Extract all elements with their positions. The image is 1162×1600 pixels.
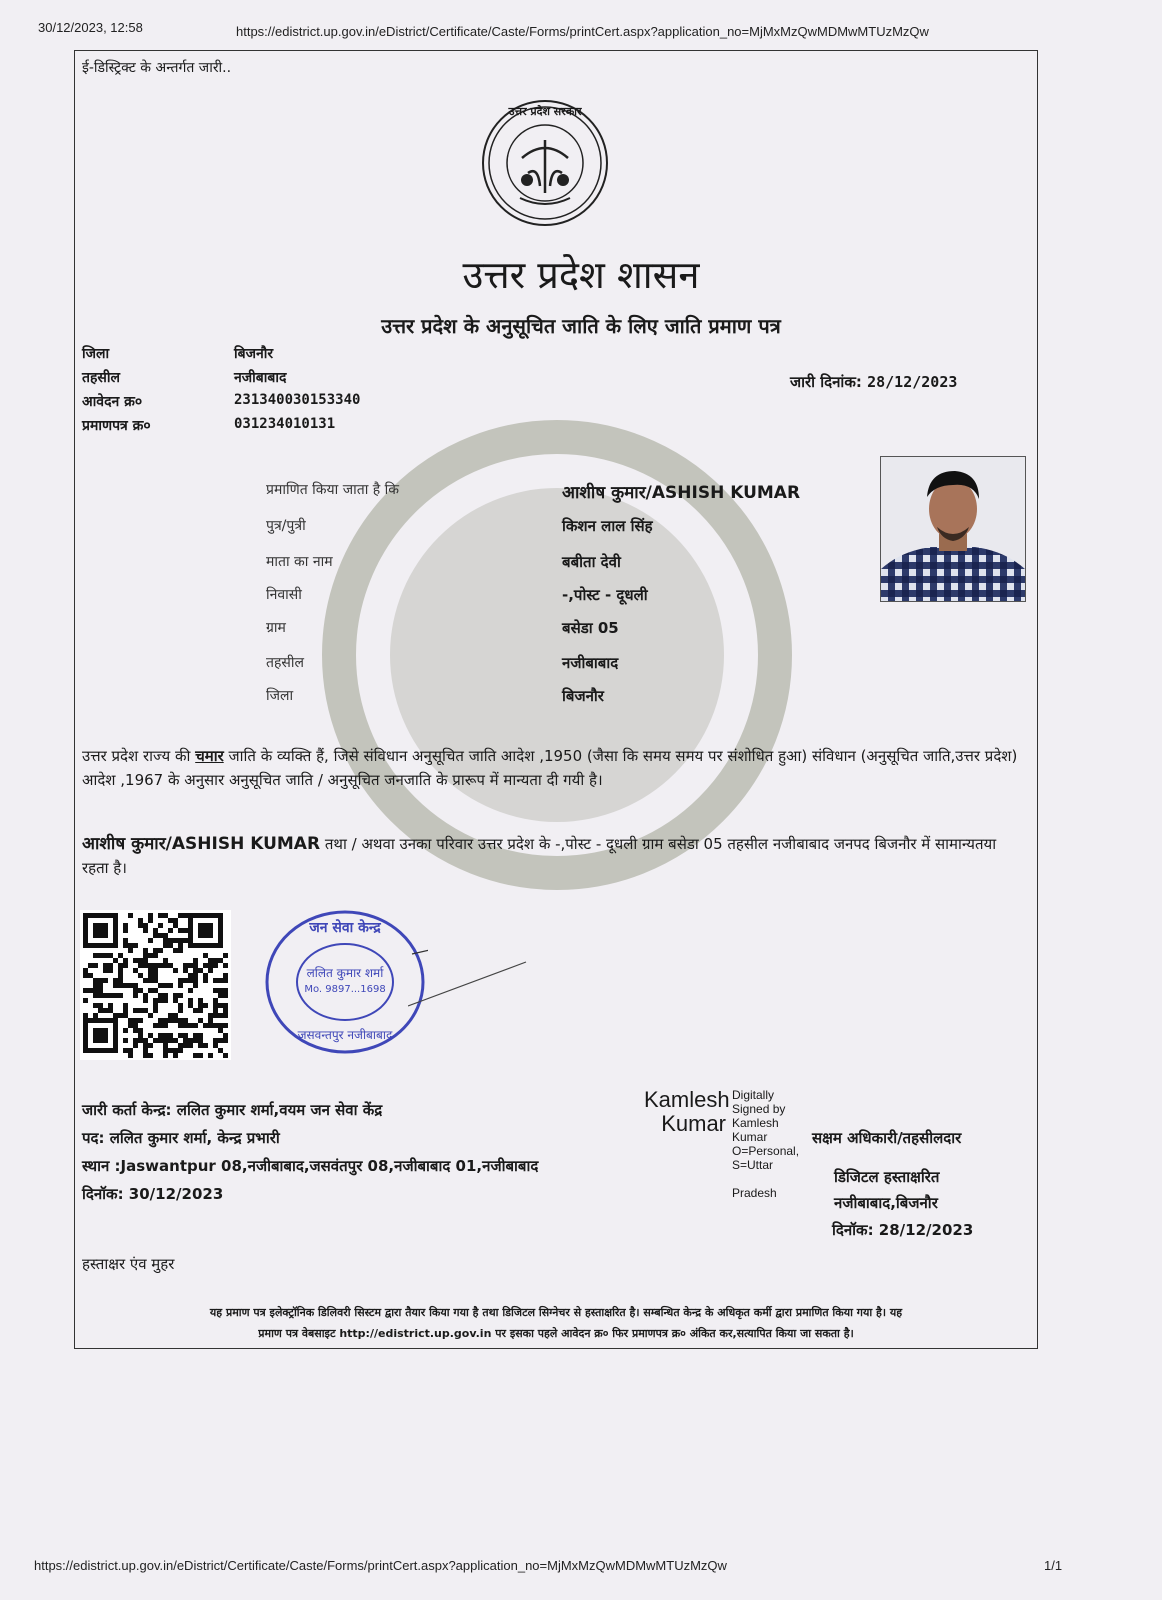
applicant-photo [880, 456, 1026, 602]
signature-stroke [408, 960, 528, 1010]
digital-signature-name: Kamlesh Kumar [644, 1087, 730, 1136]
issuer-date: दिनॉक: 30/12/2023 [82, 1185, 224, 1203]
meta-row: प्रमाणपत्र क्र० 031234010131 [82, 416, 336, 434]
field-row: ग्राम बसेडा 05 [266, 619, 619, 637]
qr-code [80, 910, 231, 1060]
officer-signed: डिजिटल हस्ताक्षरित [834, 1168, 940, 1186]
print-url[interactable]: https://edistrict.up.gov.in/eDistrict/Certificate/Caste/Forms/printCert.aspx?application_no=MjMxMzQwMDMwMTUzMzQw [236, 24, 929, 39]
field-row: निवासी -,पोस्ट - दूधली [266, 586, 648, 604]
officer-block [834, 1164, 1034, 1216]
officer-title: सक्षम अधिकारी/तहसीलदार [812, 1129, 962, 1147]
meta-row: तहसील नजीबाबाद [82, 370, 287, 386]
digital-signature-detail: Digitally Signed by Kamlesh Kumar O=Personal, S=Uttar Pradesh [732, 1088, 800, 1200]
issue-date: जारी दिनांक: 28/12/2023 [790, 373, 958, 391]
govt-title: उत्तर प्रदेश शासन [462, 253, 700, 297]
disclaimer: यह प्रमाण पत्र इलेक्ट्रॉनिक डिलिवरी सिस्टम द्वारा तैयार किया गया है तथा डिजिटल सिग्नेचर से हस्ताक्षरित है। सम्बन्धित केन्द्र के अधिकृत कर्मी द्वारा प्रमाणित किया गया है। यह प्रमाण पत्र वेबसाइट http://edistrict.up.gov.in पर इसका पहले आवेदन क्र० फिर प्रमाणपत्र क्र० अंकित कर,सत्यापित किया जा सकता है। [209, 1306, 903, 1340]
officer-place: नजीबाबाद,बिजनौर [834, 1194, 938, 1212]
issued-under-text: ई-डिस्ट्रिक्ट के अन्तर्गत जारी.. [82, 60, 232, 76]
caste-paragraph: उत्तर प्रदेश राज्य की चमार जाति के व्यक्ति हैं, जिसे संविधान अनुसूचित जाति आदेश ,1950 (जैसा कि समय समय पर संशोधित हुआ) संविधान (अनुसूचित जाति,उत्तर प्रदेश) आदेश ,1967 के अनुसार अनुसूचित जाति / अनुसूचित जनजाति के प्रारूप में मान्यता दी गयी है। [82, 747, 1018, 789]
field-row: जिला बिजनौर [266, 687, 604, 705]
emblem-text: उत्तर प्रदेश सरकार [508, 105, 582, 118]
footer-url[interactable]: https://edistrict.up.gov.in/eDistrict/Certificate/Caste/Forms/printCert.aspx?application_no=MjMxMzQwMDMwMTUzMzQw [34, 1558, 727, 1573]
up-govt-emblem [480, 98, 610, 228]
residence-paragraph: आशीष कुमार/ASHISH KUMAR तथा / अथवा उनका परिवार उत्तर प्रदेश के -,पोस्ट - दूधली ग्राम बसेडा 05 तहसील नजीबाबाद जनपद बिजनौर में सामान्यतया रहता है। [82, 834, 997, 877]
print-datetime: 30/12/2023, 12:58 [38, 20, 143, 35]
center-stamp: जन सेवा केन्द्र ललित कुमार शर्मा Mo. 9897...1698 जसवन्तपुर नजीबाबाद [262, 906, 428, 1058]
caste-name: चमार [195, 747, 224, 765]
sign-seal-label: हस्ताक्षर एंव मुहर [82, 1255, 175, 1273]
meta-row: आवेदन क्र० 231340030153340 [82, 392, 361, 410]
field-row: माता का नाम बबीता देवी [266, 553, 621, 571]
issuer-place: स्थान :Jaswantpur 08,नजीबाबाद,जसवंतपुर 08,नजीबाबाद 01,नजीबाबाद [82, 1157, 539, 1175]
issuer-block [82, 1096, 538, 1208]
meta-row: जिला बिजनौर [82, 346, 274, 362]
certificate-title: उत्तर प्रदेश के अनुसूचित जाति के लिए जाति प्रमाण पत्र [381, 314, 781, 338]
officer-date: दिनॉक: 28/12/2023 [832, 1221, 974, 1239]
field-row: प्रमाणित किया जाता है कि आशीष कुमार/ASHISH KUMAR [266, 482, 801, 503]
page-count: 1/1 [1044, 1558, 1063, 1573]
applicant-fields [266, 480, 866, 719]
meta-block [82, 344, 422, 440]
issuer-center: जारी कर्ता केन्द्र: ललित कुमार शर्मा,वयम जन सेवा केंद्र [82, 1101, 383, 1119]
issuer-post: पद: ललित कुमार शर्मा, केन्द्र प्रभारी [82, 1129, 280, 1147]
field-row: तहसील नजीबाबाद [266, 654, 619, 672]
field-row: पुत्र/पुत्री किशन लाल सिंह [266, 517, 653, 535]
